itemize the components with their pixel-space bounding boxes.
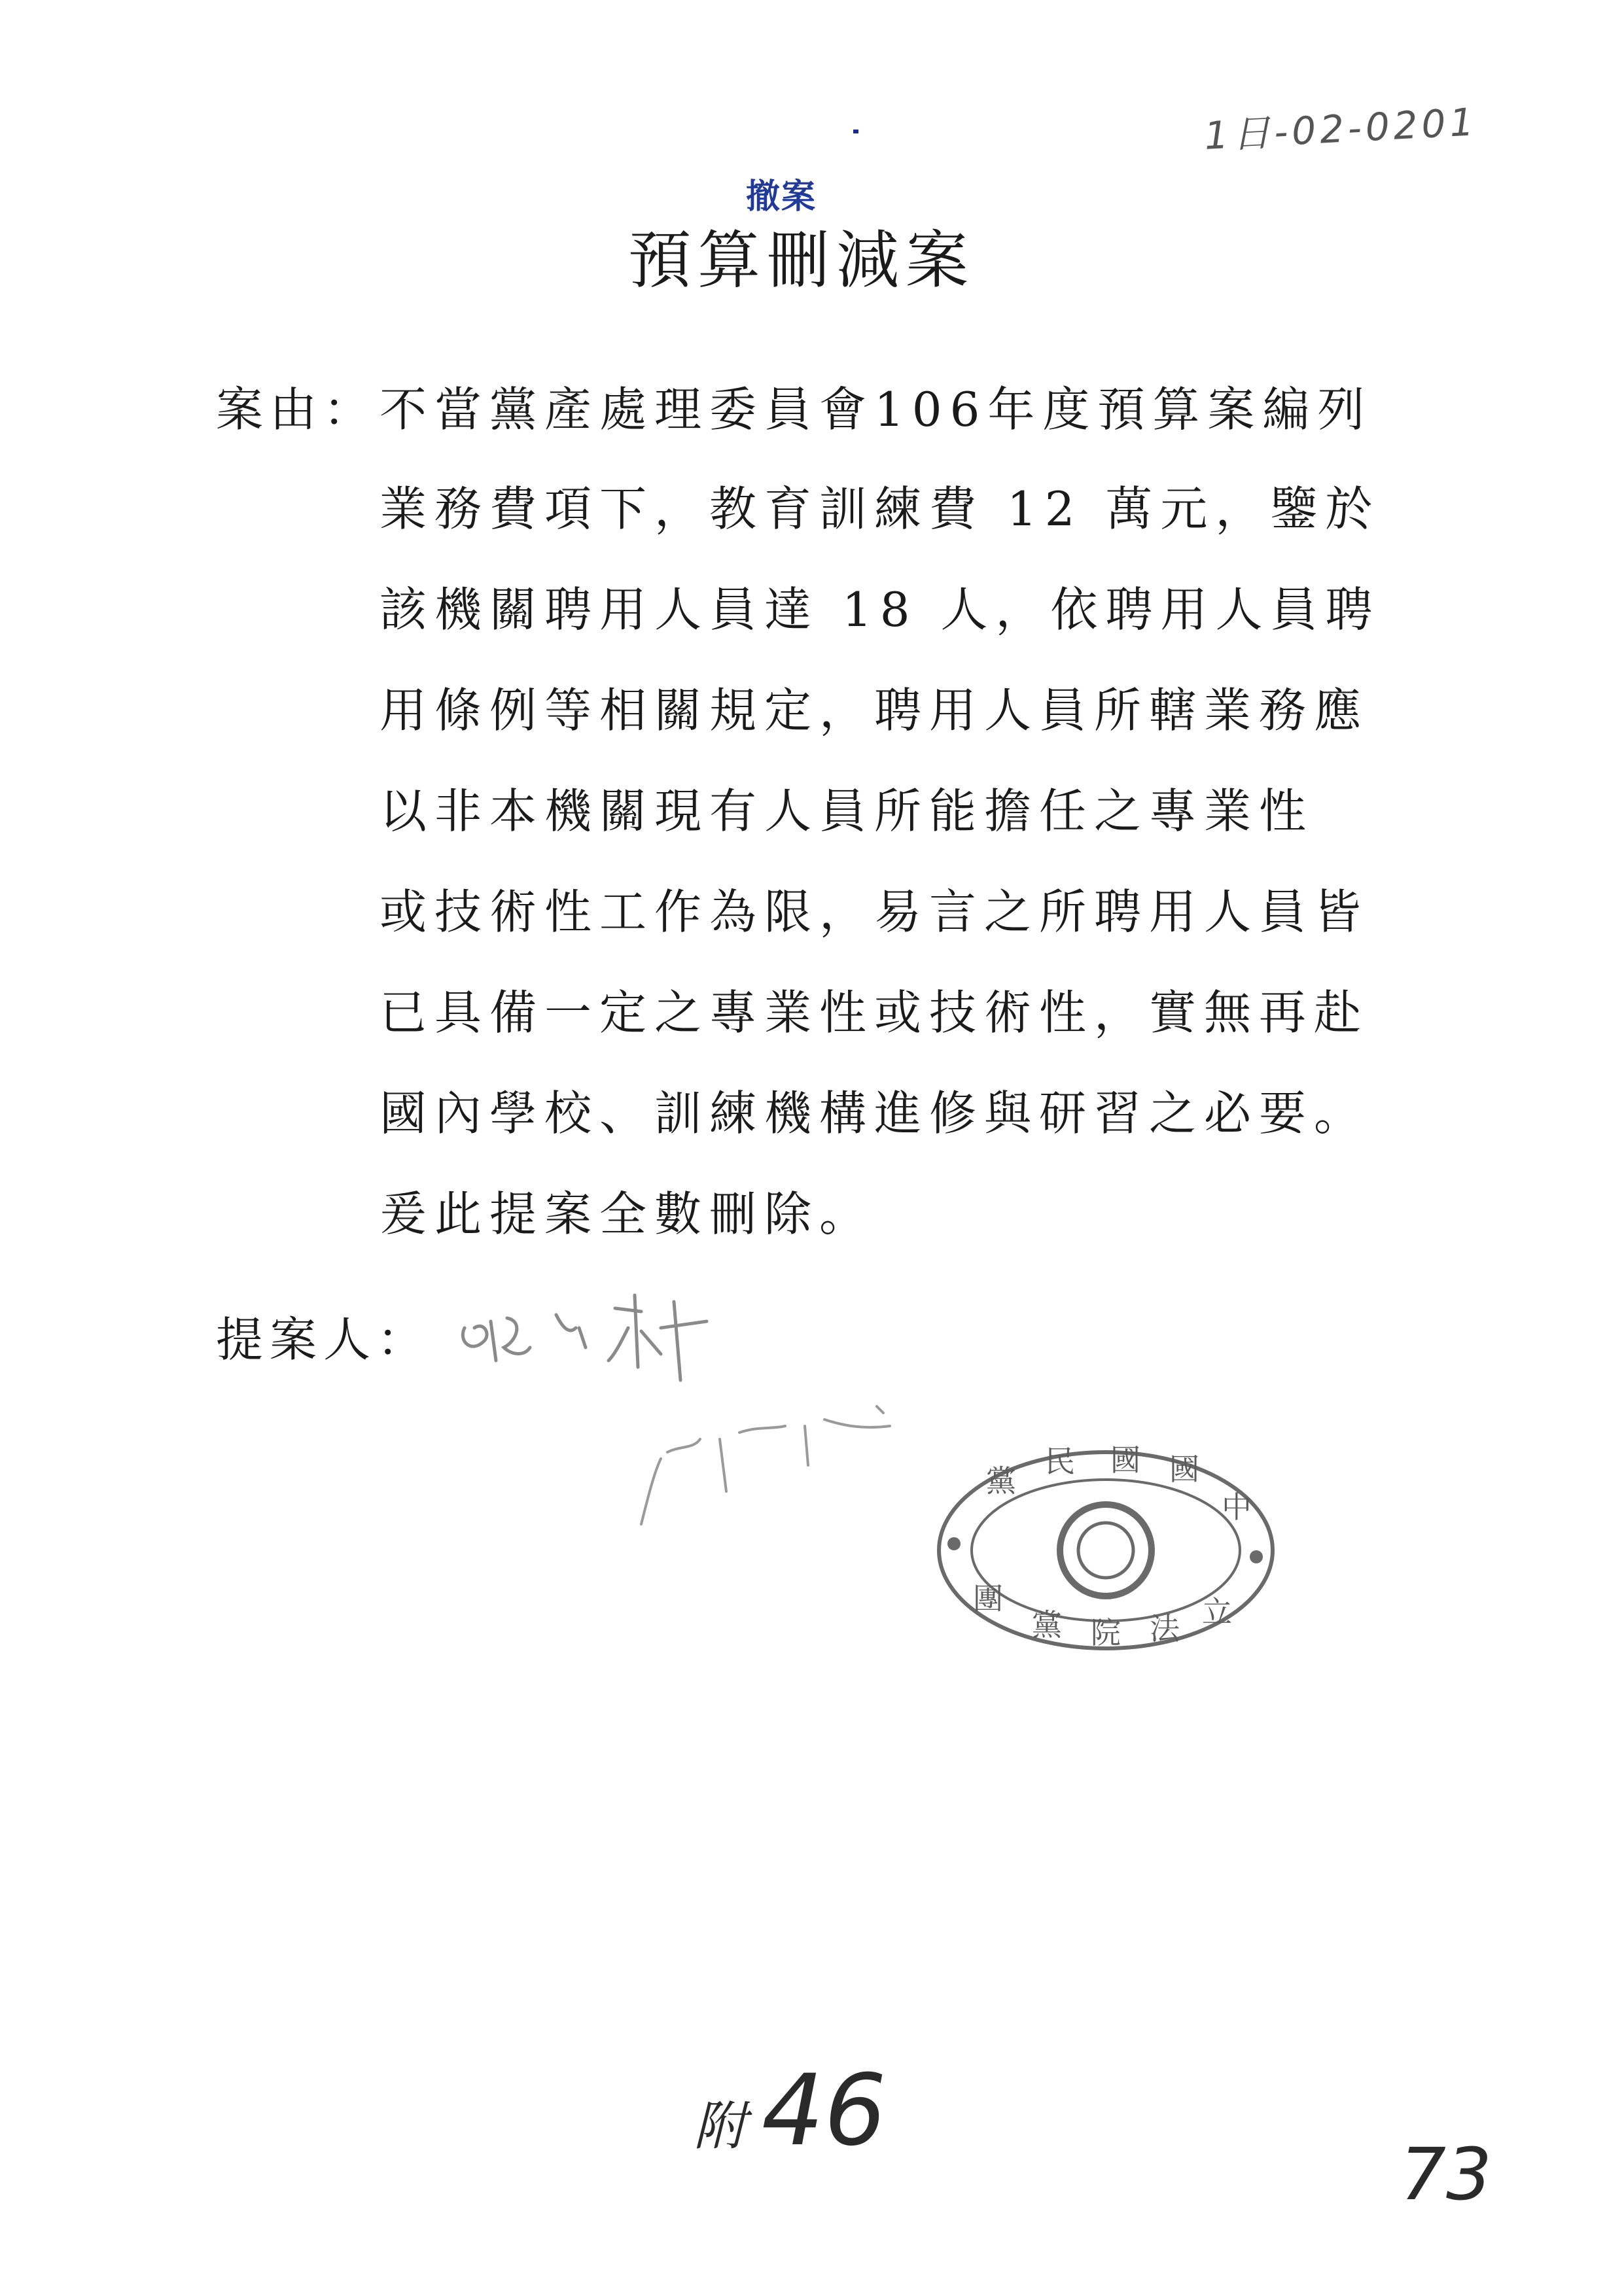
page-title: 預算刪減案: [628, 224, 975, 297]
attachment-mark: [694, 2054, 887, 2168]
withdrawn-stamp: 撤案: [746, 177, 817, 217]
ink-dot: [853, 130, 858, 133]
seal-char: 民: [1045, 1444, 1075, 1479]
proposer-label: 提案人：: [216, 1312, 431, 1367]
seal-char: 國: [1110, 1442, 1140, 1478]
seal-char: 團: [973, 1581, 1003, 1616]
party-seal: [929, 1439, 1282, 1661]
reason-label: 案由：: [216, 382, 378, 437]
seal-char: 立: [1202, 1594, 1232, 1629]
reason-line: 不當黨產處理委員會106年度預算案編列: [380, 382, 1373, 437]
reason-line: 爰此提案全數刪除。: [380, 1187, 875, 1242]
reason-line: 以非本機關現有人員所能擔任之專業性: [380, 784, 1315, 839]
reason-line: 該機關聘用人員達 18 人，依聘用人員聘: [380, 582, 1381, 637]
seal-char: 黨: [1032, 1607, 1062, 1643]
reason-line: 業務費項下，教育訓練費 12 萬元，鑒於: [380, 481, 1381, 536]
reason-line: 或技術性工作為限，易言之所聘用人員皆: [380, 884, 1369, 939]
document-number: 1日-02-0201: [1203, 99, 1479, 158]
seal-char: 法: [1150, 1611, 1180, 1646]
seal-char: 院: [1091, 1615, 1121, 1650]
attachment-number: 46: [762, 2054, 887, 2168]
seal-char: 國: [1169, 1452, 1199, 1487]
reason-line: 用條例等相關規定，聘用人員所轄業務應: [380, 683, 1369, 738]
reason-line: 國內學校、訓練機構進修與研習之必要。: [380, 1086, 1369, 1141]
second-signature: [628, 1400, 929, 1531]
attachment-prefix: 附: [694, 2096, 742, 2157]
reason-line: 已具備一定之專業性或技術性，實無再赴: [380, 985, 1369, 1040]
proposer-signature: [445, 1282, 720, 1393]
seal-char: 黨: [986, 1463, 1016, 1499]
seal-char: 中: [1222, 1489, 1252, 1525]
corner-page-number: 73: [1400, 2132, 1492, 2216]
